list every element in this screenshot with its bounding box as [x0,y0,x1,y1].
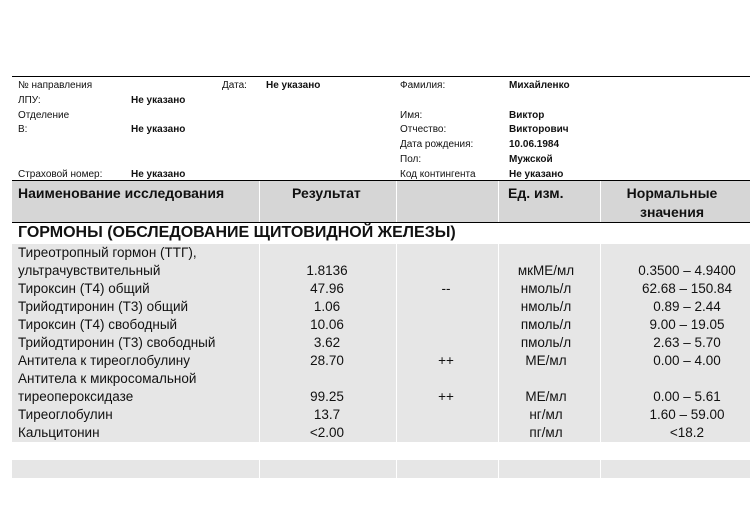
result-value: 10.06 [310,317,344,332]
date-label: Дата: [222,80,247,91]
unit-value: нг/мл [529,407,563,422]
table-row [12,298,750,316]
insurance-value: Не указано [131,169,186,180]
contingent-label: Код контингента [400,169,476,180]
contingent-value: Не указано [509,169,564,180]
section-title-text: ГОРМОНЫ (ОБСЛЕДОВАНИЕ ЩИТОВИДНОЙ ЖЕЛЕЗЫ) [18,224,456,241]
unit-value: нмоль/л [520,281,572,296]
name-label: Имя: [400,110,423,121]
test-name: Тиреоглобулин [18,407,113,422]
patronymic-label: Отчество: [400,124,447,135]
table-row [12,406,750,424]
direction-label: № направления [18,80,93,91]
v-label: В: [18,124,28,135]
test-name-line2: тиреопероксидазе [18,389,134,404]
test-name: Трийодтиронин (Т3) общий [18,299,189,314]
test-name: Кальцитонин [18,425,100,440]
result-value: 3.62 [313,335,341,350]
table-row [12,280,750,298]
header-unit: Ед. изм. [508,185,564,201]
table-row [12,370,750,406]
test-name-line2: ультрачувствительный [18,263,161,278]
unit-value: МЕ/мл [525,389,567,404]
norm-value: 0.00 – 4.00 [653,353,721,368]
birth-label: Дата рождения: [400,139,474,150]
norm-value: 2.63 – 5.70 [653,335,721,350]
test-name: Антитела к тиреоглобулину [18,353,190,368]
unit-value: пг/мл [529,425,563,440]
date-value: Не указано [266,80,321,91]
result-value: 47.96 [310,281,344,296]
empty-footer-row [12,460,750,478]
unit-value: МЕ/мл [525,353,567,368]
sex-value: Мужской [509,154,553,165]
test-name: Антитела к микросомальной [18,371,197,386]
unit-value: мкМЕ/мл [517,263,575,278]
test-name: Трийодтиронин (Т3) свободный [18,335,216,350]
norm-value: 62.68 – 150.84 [641,281,733,296]
header-name: Наименование исследования [18,185,225,201]
patient-info [12,76,750,181]
surname-label: Фамилия: [400,80,446,91]
result-value: 99.25 [310,389,344,404]
unit-value: пмоль/л [520,317,572,332]
result-value: 28.70 [310,353,344,368]
sex-label: Пол: [400,154,422,165]
norm-value: 0.3500 – 4.9400 [638,263,736,278]
result-value: 13.7 [313,407,341,422]
surname-value: Михайленко [509,80,570,91]
lpu-value: Не указано [131,95,186,106]
header-result: Результат [292,185,361,201]
header-norm-line2: значения [640,204,704,220]
norm-value: <18.2 [669,425,705,440]
v-value: Не указано [131,124,186,135]
header-norm-line1: Нормальные [626,185,718,201]
result-value: 1.06 [313,299,341,314]
norm-value: 0.89 – 2.44 [653,299,721,314]
insurance-label: Страховой номер: [18,169,103,180]
result-value: 1.8136 [306,263,348,278]
table-row [12,424,750,442]
test-name: Тироксин (Т4) общий [18,281,150,296]
birth-value: 10.06.1984 [509,139,560,150]
table-row [12,352,750,370]
norm-value: 0.00 – 5.61 [653,389,721,404]
table-row [12,244,750,280]
norm-value: 9.00 – 19.05 [649,317,725,332]
lpu-label: ЛПУ: [18,95,41,106]
unit-value: пмоль/л [520,335,572,350]
result-flag: ++ [438,353,454,368]
result-flag: ++ [438,389,454,404]
patronymic-value: Викторович [509,124,569,135]
department-label: Отделение [18,110,70,121]
test-name: Тироксин (Т4) свободный [18,317,178,332]
result-value: <2.00 [309,425,345,440]
test-name: Тиреотропный гормон (ТТГ), [18,245,197,260]
table-header [12,180,750,223]
section-title [12,223,750,243]
result-flag: -- [441,281,451,296]
name-value: Виктор [509,110,545,121]
norm-value: 1.60 – 59.00 [649,407,725,422]
table-row [12,334,750,352]
table-row [12,316,750,334]
unit-value: нмоль/л [520,299,572,314]
